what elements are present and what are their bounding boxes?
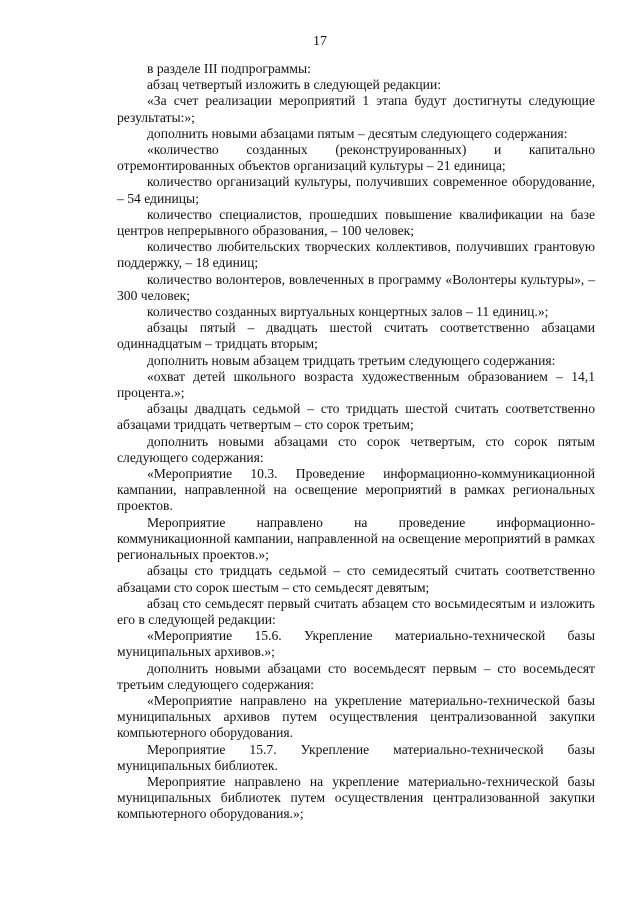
document-body bbox=[117, 61, 595, 823]
paragraph: «охват детей школьного возраста художественным образованием – 14,1 процента.»; bbox=[117, 368, 595, 401]
paragraph: количество созданных виртуальных концертных залов – 11 единиц.»; bbox=[147, 304, 549, 320]
paragraph: Мероприятие 15.7. Укрепление материально-технической базы муниципальных библиотек. bbox=[117, 741, 595, 773]
paragraph: количество волонтеров, вовлеченных в программу «Волонтеры культуры», – 300 человек; bbox=[117, 271, 595, 303]
paragraph: Мероприятие направлено на проведение информационно-коммуникационной кампании, направленной на освещение мероприятий в рамках региональных проектов.»; bbox=[117, 514, 595, 563]
paragraph: абзацы сто тридцать седьмой – сто семидесятый считать соответственно абзацами сто сорок шестым – сто семьдесят девятым; bbox=[117, 563, 595, 595]
paragraph: абзац сто семьдесят первый считать абзацем сто восьмидесятым и изложить его в следующей редакции: bbox=[117, 595, 595, 627]
paragraph: в разделе III подпрограммы: bbox=[147, 61, 311, 76]
paragraph: дополнить новыми абзацами сто восемьдесят первым – сто восемьдесят третьим следующего содержания: bbox=[117, 660, 595, 692]
paragraph: абзацы пятый – двадцать шестой считать соответственно абзацами одиннадцатым – тридцать вторым; bbox=[117, 320, 595, 352]
paragraph: количество специалистов, прошедших повышение квалификации на базе центров непрерывного образования, – 100 человек; bbox=[117, 206, 595, 239]
paragraph: абзацы двадцать седьмой – сто тридцать шестой считать соответственно абзацами тридцать четвертым – сто сорок третьим; bbox=[117, 401, 595, 433]
page-number: 17 bbox=[313, 34, 327, 49]
paragraph: «Мероприятие направлено на укрепление материально-технической базы муниципальных архивов путем осуществления централизованной закупки компьютерного оборудования. bbox=[117, 692, 595, 741]
paragraph: дополнить новыми абзацами пятым – десятым следующего содержания: bbox=[147, 125, 568, 141]
paragraph: количество организаций культуры, получивших современное оборудование, – 54 единицы; bbox=[117, 174, 595, 206]
paragraph: Мероприятие направлено на укрепление материально-технической базы муниципальных библиотек путем осуществления централизованной закупки компьютерного оборудования.»; bbox=[117, 773, 595, 822]
paragraph: «Мероприятие 15.6. Укрепление материально-технической базы муниципальных архивов.»; bbox=[117, 628, 595, 660]
paragraph: дополнить новыми абзацами сто сорок четвертым, сто сорок пятым следующего содержания: bbox=[117, 433, 595, 465]
paragraph: «количество созданных (реконструированных) и капитально отремонтированных объектов организаций культуры – 21 единица; bbox=[117, 142, 595, 174]
paragraph: дополнить новым абзацем тридцать третьим следующего содержания: bbox=[147, 352, 556, 368]
paragraph: «За счет реализации мероприятий 1 этапа будут достигнуты следующие результаты:»; bbox=[117, 93, 595, 125]
paragraph: «Мероприятие 10.3. Проведение информационно-коммуникационной кампании, направленной на освещение мероприятий в рамках региональных проектов. bbox=[117, 466, 595, 514]
paragraph: количество любительских творческих коллективов, получивших грантовую поддержку, – 18 единиц; bbox=[117, 239, 595, 271]
paragraph: абзац четвертый изложить в следующей редакции: bbox=[147, 77, 442, 93]
